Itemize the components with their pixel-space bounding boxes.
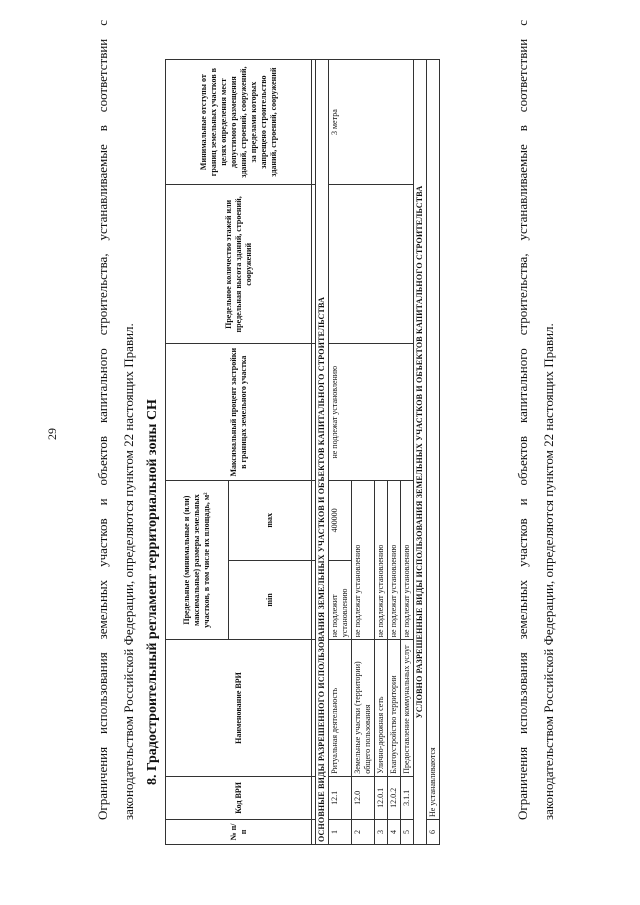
- row-size: не подлежат установлению: [388, 481, 401, 640]
- header-percent: Максимальный процент застройки в границах земельного участка: [166, 344, 312, 481]
- restrictions-paragraph-bottom: Ограничения использования земельных участков и объектов капитального строительства, устанавливаемые в соответствии с законодательством Российской Федерации, определяются пунктом 22 настоящих Правил.: [515, 20, 556, 820]
- header-num: № п/п: [166, 819, 312, 844]
- restrictions-paragraph-top: Ограничения использования земельных участков и объектов капитального строительства, устанавливаемые в соответствии с законодательством Российской Федерации, определяются пунктом 22 настоящих Правил.: [95, 20, 136, 820]
- row-max: 400000: [329, 481, 352, 561]
- header-size-group: Предельные (минимальные и (или) максимальные) размеры земельных участков, в том числе их площадь, м²: [166, 481, 229, 640]
- row-code: 3.1.1: [401, 776, 414, 819]
- row-size: не подлежат установлению: [375, 481, 388, 640]
- row-size: не подлежат установлению: [401, 481, 414, 640]
- section-main-row: [316, 60, 329, 845]
- header-floors: Предельное количество этажей или предельная высота зданий, строений, сооружений: [166, 185, 312, 344]
- row-num: 6: [427, 819, 440, 844]
- row-num: 4: [388, 819, 401, 844]
- table-header-row: [166, 60, 229, 845]
- section-main-label: ОСНОВНЫЕ ВИДЫ РАЗРЕШЕННОГО ИСПОЛЬЗОВАНИЯ ЗЕМЕЛЬНЫХ УЧАСТКОВ И ОБЪЕКТОВ КАПИТАЛЬНОГО СТРОИТЕЛЬСТВА: [316, 60, 329, 845]
- row-size: не подлежат установлению: [352, 481, 375, 640]
- header-name: Наименование ВРИ: [166, 640, 312, 777]
- percent-value: не подлежат установлению: [329, 344, 414, 481]
- table-row: [329, 60, 352, 845]
- row-name: Предоставление коммунальных услуг: [401, 640, 414, 777]
- row-name: Благоустройство территории: [388, 640, 401, 777]
- row-num: 2: [352, 819, 375, 844]
- header-min: min: [229, 560, 312, 640]
- row-num: 1: [329, 819, 352, 844]
- row-name: Земельные участки (территории) общего пользования: [352, 640, 375, 777]
- zone-regulation-table: [165, 59, 440, 845]
- header-code: Код ВРИ: [166, 776, 312, 819]
- row-text: Не устанавливаются: [427, 60, 440, 820]
- row-name: Улично-дорожная сеть: [375, 640, 388, 777]
- setback-value: 3 метра: [329, 60, 414, 185]
- row-code: 12.0.2: [388, 776, 401, 819]
- page-number: 29: [45, 428, 59, 440]
- row-num: 3: [375, 819, 388, 844]
- header-max: max: [229, 481, 312, 561]
- row-code: 12.0: [352, 776, 375, 819]
- section-conditional-label: УСЛОВНО РАЗРЕШЕННЫЕ ВИДЫ ИСПОЛЬЗОВАНИЯ ЗЕМЕЛЬНЫХ УЧАСТКОВ И ОБЪЕКТОВ КАПИТАЛЬНОГО СТРОИТЕЛЬСТВА: [414, 60, 427, 845]
- section-conditional-row: [414, 60, 427, 845]
- row-min: не подлежит установлению: [329, 560, 352, 640]
- row-num: 5: [401, 819, 414, 844]
- row-name: Ритуальная деятельность: [329, 640, 352, 777]
- row-code: 12.0.1: [375, 776, 388, 819]
- table-row: [427, 60, 440, 845]
- section-heading: 8. Градостроительный регламент территориальной зоны СН: [145, 399, 160, 785]
- row-code: 12.1: [329, 776, 352, 819]
- header-setback: Минимальные отступы от границ земельных участков в целях определения мест допустимого размещения зданий, строений, сооружений, за пределами которых запрещено строительство зданий, строений, сооружений: [166, 60, 312, 185]
- floors-value: [329, 185, 414, 344]
